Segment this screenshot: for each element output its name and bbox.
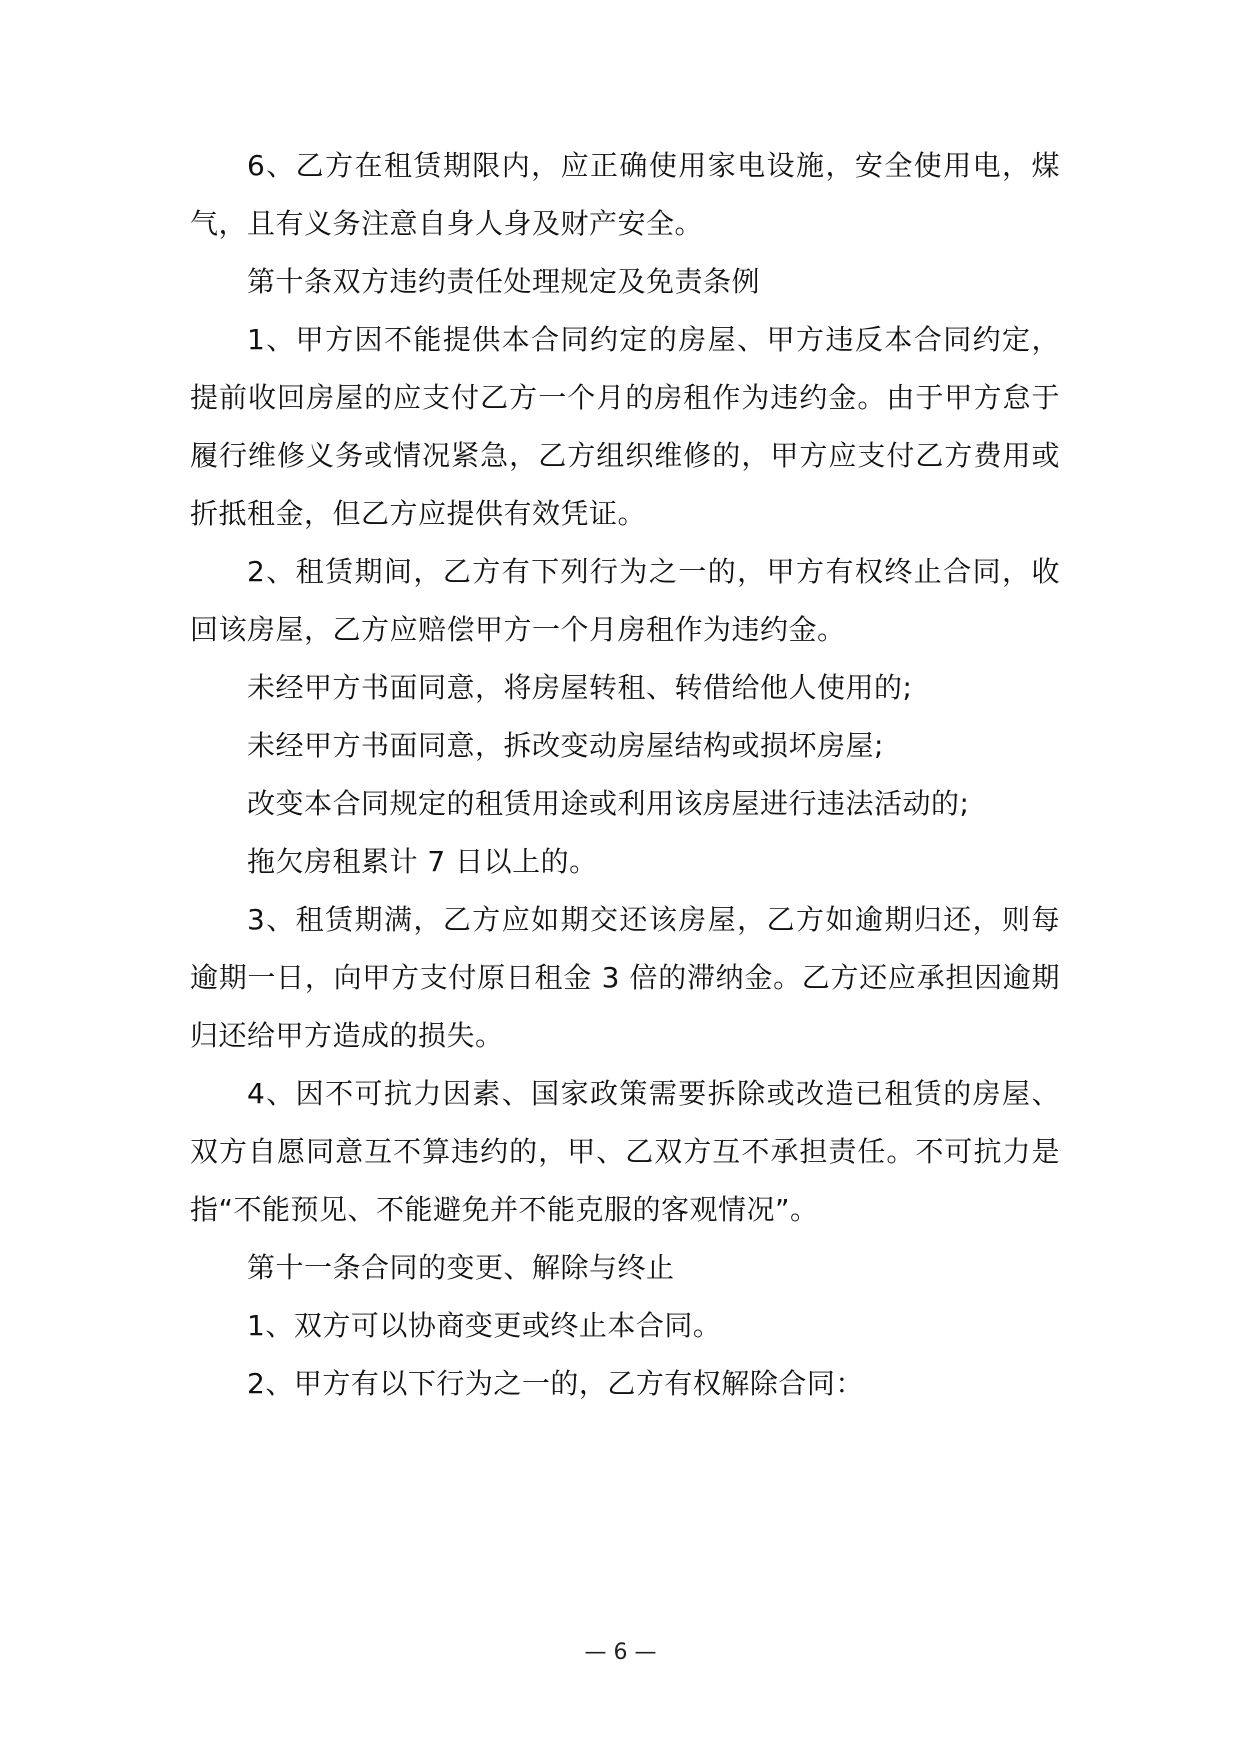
paragraph-line: 6、乙方在租赁期限内，应正确使用家电设施，安全使用电，煤 (247, 149, 1060, 182)
paragraph-line: 指“不能预见、不能避免并不能克服的客观情况”。 (190, 1193, 819, 1226)
paragraph-line: 折抵租金，但乙方应提供有效凭证。 (190, 497, 647, 530)
paragraph-line: 1、双方可以协商变更或终止本合同。 (247, 1309, 722, 1342)
paragraph-line: 双方自愿同意互不算违约的，甲、乙双方互不承担责任。不可抗力是 (190, 1135, 1060, 1168)
section-heading: 第十条双方违约责任处理规定及免责条例 (247, 265, 761, 298)
paragraph-line: 履行维修义务或情况紧急，乙方组织维修的，甲方应支付乙方费用或 (190, 439, 1060, 472)
paragraph-line: 4、因不可抗力因素、国家政策需要拆除或改造已租赁的房屋、 (247, 1077, 1060, 1110)
section-heading: 第十一条合同的变更、解除与终止 (247, 1251, 675, 1284)
page-number: — 6 — (584, 1640, 657, 1665)
paragraph-line: 1、甲方因不能提供本合同约定的房屋、甲方违反本合同约定， (247, 323, 1060, 356)
paragraph-line: 2、甲方有以下行为之一的，乙方有权解除合同： (247, 1367, 864, 1400)
paragraph-line: 提前收回房屋的应支付乙方一个月的房租作为违约金。由于甲方怠于 (190, 381, 1060, 414)
paragraph-line: 归还给甲方造成的损失。 (190, 1019, 504, 1052)
list-item: 拖欠房租累计 7 日以上的。 (247, 845, 598, 878)
paragraph-line: 气，且有义务注意自身人身及财产安全。 (190, 207, 704, 240)
list-item: 改变本合同规定的租赁用途或利用该房屋进行违法活动的; (247, 787, 970, 820)
paragraph-line: 回该房屋，乙方应赔偿甲方一个月房租作为违约金。 (190, 613, 846, 646)
list-item: 未经甲方书面同意，拆改变动房屋结构或损坏房屋; (247, 729, 884, 762)
paragraph-line: 3、租赁期满，乙方应如期交还该房屋，乙方如逾期归还，则每 (247, 903, 1060, 936)
list-item: 未经甲方书面同意，将房屋转租、转借给他人使用的; (247, 671, 913, 704)
paragraph-line: 逾期一日，向甲方支付原日租金 3 倍的滞纳金。乙方还应承担因逾期 (190, 961, 1060, 994)
paragraph-line: 2、租赁期间，乙方有下列行为之一的，甲方有权终止合同，收 (247, 555, 1060, 588)
